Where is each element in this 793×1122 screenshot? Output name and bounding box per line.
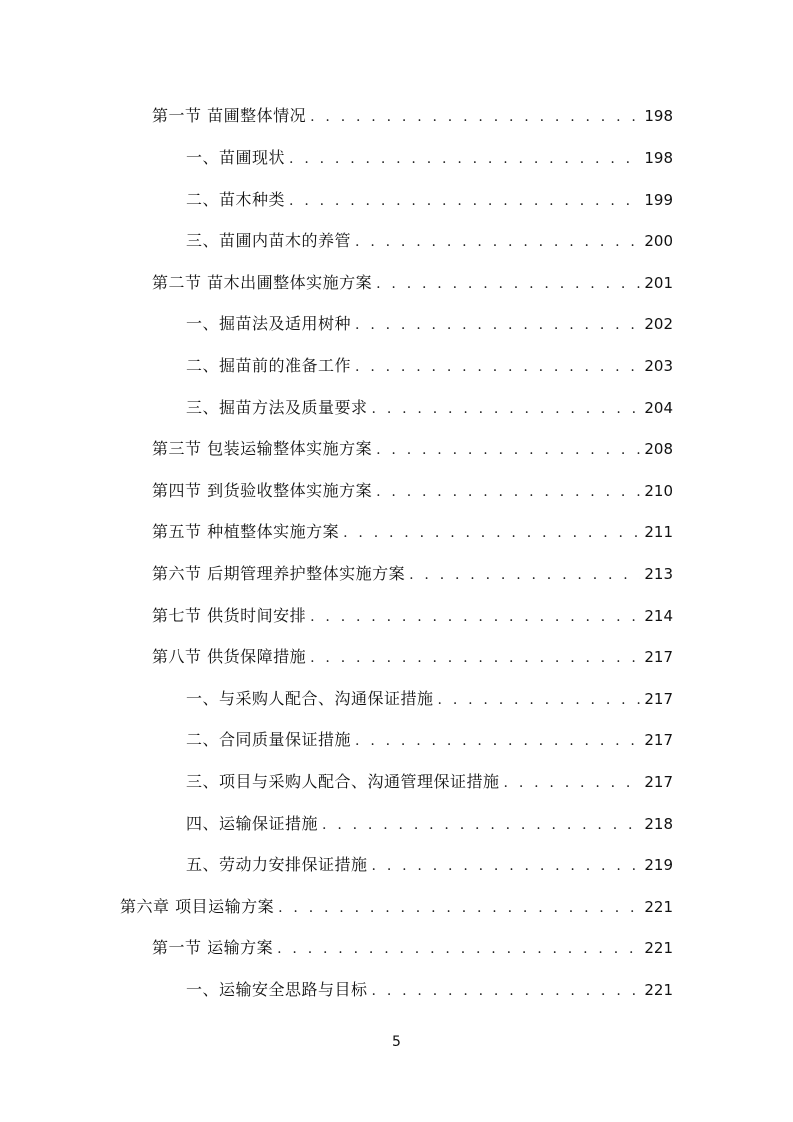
toc-dot-leader — [289, 145, 640, 173]
toc-entry-title: 二、掘苗前的准备工作 — [186, 356, 352, 375]
toc-entry-page: 198 — [644, 107, 673, 125]
toc-entry-title: 第八节 供货保障措施 — [152, 647, 307, 666]
toc-dot-leader — [409, 561, 640, 589]
toc-entry-title: 第五节 种植整体实施方案 — [152, 522, 340, 541]
toc-entry[interactable] — [186, 352, 673, 380]
toc-entry[interactable] — [152, 602, 673, 630]
toc-dot-leader — [355, 228, 640, 256]
toc-entry-title: 第七节 供货时间安排 — [152, 606, 307, 625]
toc-entry-page: 208 — [644, 440, 673, 458]
toc-entry-title: 三、项目与采购人配合、沟通管理保证措施 — [186, 772, 500, 791]
toc-entry-title: 三、苗圃内苗木的养管 — [186, 231, 352, 250]
toc-dot-leader — [372, 977, 641, 1005]
toc-entry-title: 第六节 后期管理养护整体实施方案 — [152, 564, 406, 583]
toc-entry-page: 198 — [644, 149, 673, 167]
toc-entry-page: 217 — [644, 731, 673, 749]
toc-entry[interactable] — [186, 227, 673, 255]
toc-dot-leader — [310, 103, 640, 131]
toc-entry[interactable] — [186, 310, 673, 338]
toc-entry-page: 201 — [644, 274, 673, 292]
toc-entry-page: 203 — [644, 357, 673, 375]
toc-entry-title: 一、掘苗法及适用树种 — [186, 314, 352, 333]
toc-dot-leader — [355, 353, 640, 381]
toc-dot-leader — [438, 686, 641, 714]
toc-entry-page: 204 — [644, 399, 673, 417]
toc-entry-title: 五、劳动力安排保证措施 — [186, 855, 368, 874]
toc-dot-leader — [376, 270, 640, 298]
toc-entry[interactable] — [186, 851, 673, 879]
toc-entry[interactable] — [152, 435, 673, 463]
toc-dot-leader — [504, 769, 641, 797]
toc-entry-title: 四、运输保证措施 — [186, 814, 319, 833]
toc-entry-page: 217 — [644, 690, 673, 708]
toc-entry-page: 202 — [644, 315, 673, 333]
toc-dot-leader — [376, 478, 640, 506]
toc-entry-page: 214 — [644, 607, 673, 625]
toc-entry[interactable] — [186, 768, 673, 796]
toc-entry[interactable] — [152, 477, 673, 505]
toc-entry-title: 第二节 苗木出圃整体实施方案 — [152, 273, 373, 292]
toc-entry-page: 221 — [644, 939, 673, 957]
toc-entry[interactable] — [186, 976, 673, 1004]
toc-entry-page: 217 — [644, 773, 673, 791]
toc-entry-page: 211 — [644, 523, 673, 541]
toc-entry-title: 第一节 苗圃整体情况 — [152, 106, 307, 125]
toc-entry-page: 210 — [644, 482, 673, 500]
toc-entry[interactable] — [152, 643, 673, 671]
toc-entry-page: 218 — [644, 815, 673, 833]
toc-entry[interactable] — [186, 685, 673, 713]
toc-dot-leader — [376, 436, 640, 464]
toc-entry-title: 二、合同质量保证措施 — [186, 730, 352, 749]
toc-entry[interactable] — [152, 560, 673, 588]
toc-entry-page: 199 — [644, 191, 673, 209]
toc-entry-page: 221 — [644, 981, 673, 999]
toc-entry[interactable] — [152, 934, 673, 962]
toc-entry-page: 217 — [644, 648, 673, 666]
toc-dot-leader — [289, 187, 640, 215]
toc-dot-leader — [355, 311, 640, 339]
toc-dot-leader — [278, 894, 640, 922]
toc-entry-title: 一、与采购人配合、沟通保证措施 — [186, 689, 434, 708]
toc-entry-title: 一、苗圃现状 — [186, 148, 286, 167]
toc-entry-title: 第六章 项目运输方案 — [120, 897, 275, 916]
toc-dot-leader — [355, 727, 640, 755]
toc-entry-title: 第四节 到货验收整体实施方案 — [152, 481, 373, 500]
toc-entry-title: 第三节 包装运输整体实施方案 — [152, 439, 373, 458]
toc-dot-leader — [372, 395, 641, 423]
toc-entry-page: 219 — [644, 856, 673, 874]
toc-dot-leader — [277, 935, 640, 963]
toc-entry[interactable] — [186, 810, 673, 838]
toc-dot-leader — [310, 644, 640, 672]
toc-entry-page: 200 — [644, 232, 673, 250]
toc-entry[interactable] — [120, 893, 673, 921]
toc-entry[interactable] — [186, 144, 673, 172]
toc-entry[interactable] — [152, 102, 673, 130]
toc-entry-page: 213 — [644, 565, 673, 583]
toc-entry[interactable] — [186, 726, 673, 754]
toc-entry[interactable] — [152, 518, 673, 546]
toc-dot-leader — [310, 603, 640, 631]
toc-dot-leader — [372, 852, 641, 880]
toc-entry[interactable] — [186, 186, 673, 214]
toc-dot-leader — [322, 811, 640, 839]
toc-entry-page: 221 — [644, 898, 673, 916]
toc-entry-title: 第一节 运输方案 — [152, 938, 274, 957]
toc-dot-leader — [343, 519, 640, 547]
toc-entry[interactable] — [186, 394, 673, 422]
toc-entry[interactable] — [152, 269, 673, 297]
page-number: 5 — [392, 1034, 401, 1050]
toc-entry-title: 一、运输安全思路与目标 — [186, 980, 368, 999]
toc-entry-title: 三、掘苗方法及质量要求 — [186, 398, 368, 417]
toc-entry-title: 二、苗木种类 — [186, 190, 286, 209]
